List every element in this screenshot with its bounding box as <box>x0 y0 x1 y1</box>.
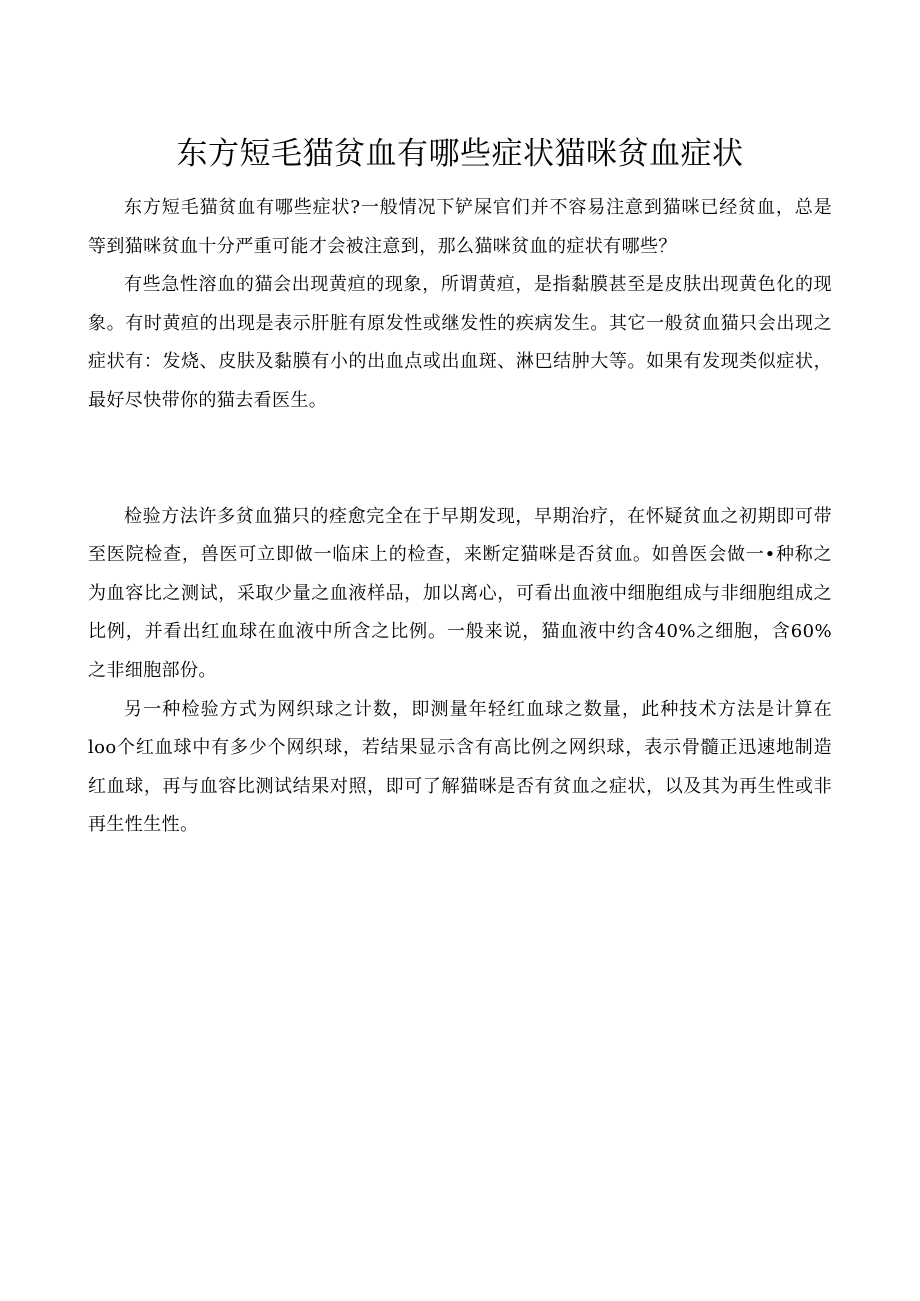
document-title: 东方短毛猫贫血有哪些症状猫咪贫血症状 <box>176 136 744 172</box>
paragraph-intro: 东方短毛猫贫血有哪些症状?一般情况下铲屎官们并不容易注意到猫咪已经贫血，总是等到猫咪贫血十分严重可能才会被注意到，那么猫咪贫血的症状有哪些？ <box>88 197 832 257</box>
paragraph-gap <box>88 421 832 498</box>
paragraph-hematocrit-test: 检验方法许多贫血猫只的痊愈完全在于早期发现，早期治疗，在怀疑贫血之初期即可带至医院检查，兽医可立即做一临床上的检查，来断定猫咪是否贫血。如兽医会做一•种称之为血容比之测试，采取少量之血液样品，加以离心，可看出血液中细胞组成与非细胞组成之比例，并看出红血球在血液中所含之比例。一般来说，猫血液中约含40%之细胞，含60%之非细胞部份。 <box>88 505 832 681</box>
document-body <box>88 189 832 845</box>
paragraph-jaundice: 有些急性溶血的猫会出现黄疸的现象，所谓黄疸，是指黏膜甚至是皮肤出现黄色化的现象。有时黄疸的出现是表示肝脏有原发性或继发性的疾病发生。其它一般贫血猫只会出现之症状有：发烧、皮肤及黏膜有小的出血点或出血斑、淋巴结肿大等。如果有发现类似症状，最好尽快带你的猫去看医生。 <box>88 274 832 411</box>
paragraph-reticulocyte-count: 另一种检验方式为网织球之计数，即测量年轻红血球之数量，此种技术方法是计算在loo个红血球中有多少个网织球，若结果显示含有高比例之网织球，表示骨髓正迅速地制造红血球，再与血容比测试结果对照，即可了解猫咪是否有贫血之症状，以及其为再生性或非再生性生性。 <box>88 698 832 836</box>
